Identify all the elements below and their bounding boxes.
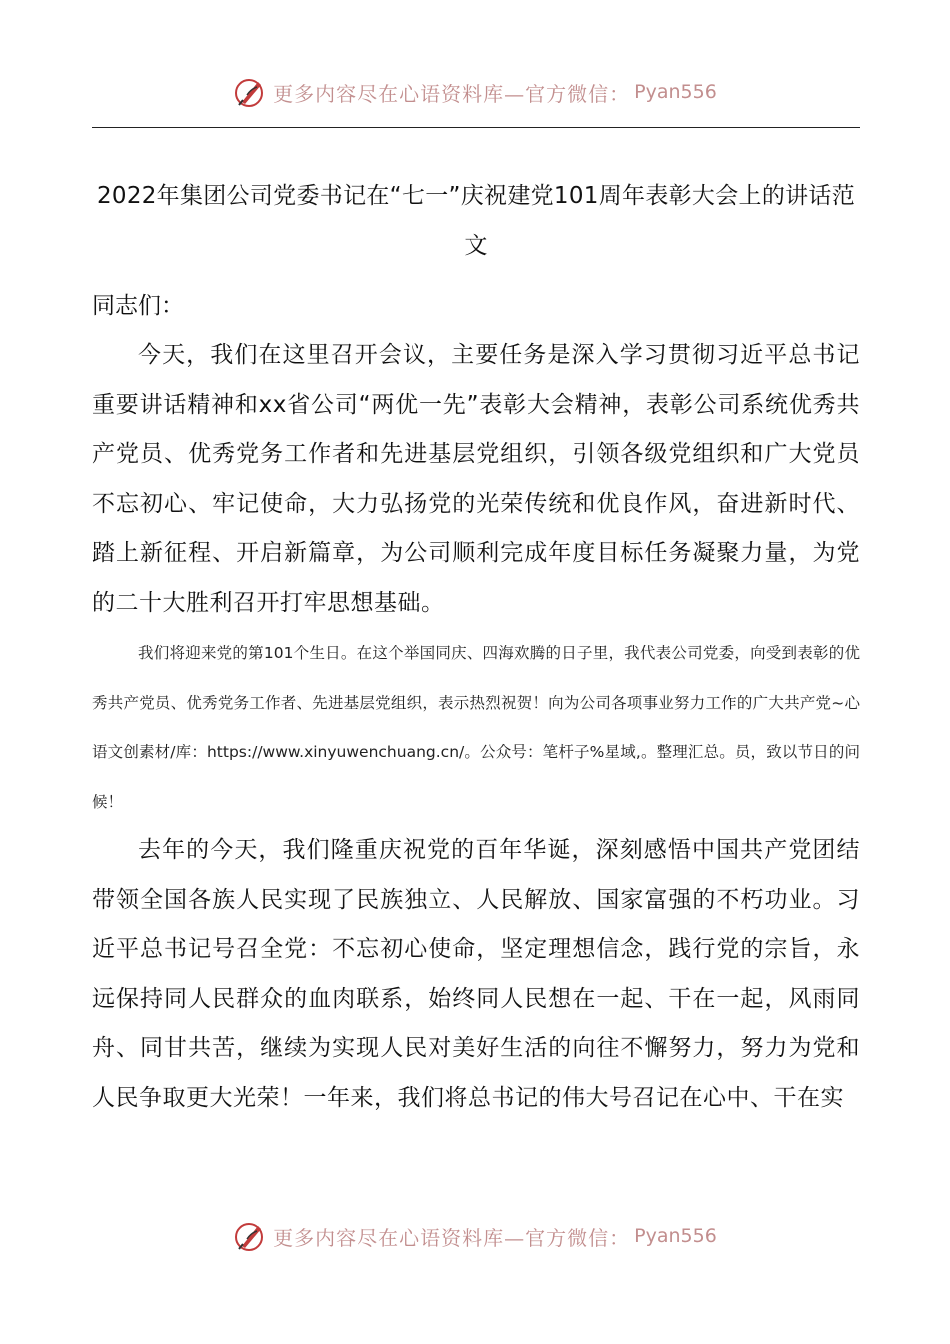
document-title: 2022年集团公司党委书记在“七一”庆祝建党101周年表彰大会上的讲话范文 <box>96 183 856 259</box>
paragraph-1: 今天，我们在这里召开会议，主要任务是深入学习贯彻习近平总书记重要讲话精神和xx省公司“两优一先”表彰大会精神，表彰公司系统优秀共产党员、优秀党务工作者和先进基层党组织，引领各级党组织和广大党员不忘初心、牢记使命，大力弘扬党的光荣传统和优良作风，奋进新时代、踏上新征程、开启新篇章，为公司顺利完成年度目标任务凝聚力量，为党的二十大胜利召开打牢思想基础。 <box>92 342 860 616</box>
paragraph-3: 去年的今天，我们隆重庆祝党的百年华诞，深刻感悟中国共产党团结带领全国各族人民实现了民族独立、人民解放、国家富强的不朽功业。习近平总书记号召全党：不忘初心使命，坚定理想信念，践行党的宗旨，永远保持同人民群众的血肉联系，始终同人民想在一起、干在一起，风雨同舟、同甘共苦，继续为实现人民对美好生活的向往不懈努力，努力为党和人民争取更大光荣！一年来，我们将总书记的伟大号召记在心中、干在实 <box>92 837 860 1111</box>
salutation: 同志们： <box>92 293 184 319</box>
footer-banner-text: 更多内容尽在心语资料库—官方微信： <box>273 1225 631 1250</box>
footer-contact-id: Pyan556 <box>634 1225 717 1247</box>
header-contact-id: Pyan556 <box>634 81 717 103</box>
paragraph-2-small-print: 我们将迎来党的第101个生日。在这个举国同庆、四海欢腾的日子里，我代表公司党委，向受到表彰的优秀共产党员、优秀党务工作者、先进基层党组织，表示热烈祝贺！向为公司各项事业努力工作的广大共产党~心语文创素材/库：https://www.xinyuwenchuang.cn/。公众号：笔杆子%星域,。整理汇总。员，致以节日的问候！ <box>92 644 860 811</box>
pen-quill-logo-icon <box>233 75 267 109</box>
header-banner <box>0 72 950 112</box>
header-divider <box>92 127 860 128</box>
pen-quill-logo-icon <box>233 1219 267 1253</box>
footer-banner <box>0 1216 950 1256</box>
header-banner-text: 更多内容尽在心语资料库—官方微信： <box>273 81 631 106</box>
